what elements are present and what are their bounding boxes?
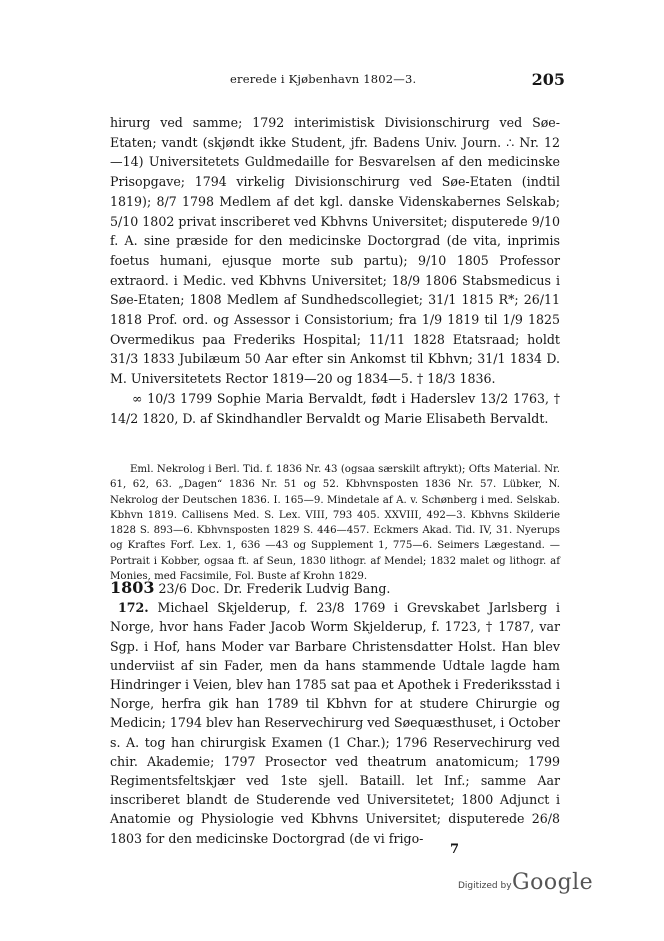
entry-body-text: Michael Skjelderup, f. 23/8 1769 i Grevskabet Jarlsberg i Norge, hvor hans Fader Jacob Worm Skjelderup, f. 1723, † 1787, var Sgp. i Hof, hans Moder var Barbare Christensdatter Holst. Han blev underviist af sin Fader, men da hans stammende Udtale lagde ham Hindringer i Veien, blev han 1785 sat paa et Apothek i Frederiksstad i Norge, herfra gik han 1789 til Kbhvn for at studere Chirurgie og Medicin; 1794 blev han Reservechirurg ved Søequæsthuset, i October s. A. tog han chirurgisk Examen (1 Char.); 1796 Reservechirurg ved chir. Akademie; 1797 Prosector ved theatrum anatomicum; 1799 Regimentsfeltskjær ved 1ste sjell. Bataill. let Inf.; samme Aar inscriberet blandt de Studerende ved Universitetet; 1800 Adjunct i Anatomie og Physiologie ved Kbhvns Universitet; disputerede 26/8 1803 for den medicinske Doctorgrad (de vi frigo- (110, 600, 560, 846)
marriage-paragraph: ∞ 10/3 1799 Sophie Maria Bervaldt, født i Haderslev 13/2 1763, † 14/2 1820, D. af Skindhandler Bervaldt og Marie Elisabeth Bervaldt. (110, 390, 560, 426)
entry-year: 1803 (110, 578, 155, 597)
digitized-label: Digitized by (458, 881, 512, 891)
entry-heading (110, 578, 560, 598)
source-notes-text: Eml. Nekrolog i Berl. Tid. f. 1836 Nr. 43 (ogsaa særskilt aftrykt); Ofts Material. Nr. 61, 62, 63. „Dagen“ 1836 Nr. 51 og 52. Kbhvnsposten 1836 Nr. 57. Lübker, N. Nekrolog der Deutschen 1836. I. 165—9. Mindetale af A. v. Schønberg i med. Selskab. Kbhvn 1819. Callisens Med. S. Lex. VIII, 793 405. XXVIII, 492—3. Kbhvns Skilderie 1828 S. 893—6. Kbhvnsposten 1829 S. 446—457. Eckmers Akad. Tid. IV, 31. Nyerups og Kraftes Forf. Lex. 1, 636 —43 og Supplement 1, 775—6. Seimers Lægestand. — Portrait i Kobber, ogsaa ft. af Seun, 1830 lithogr. af Mendel; 1832 malet og lithogr. af Monies, med Facsimile, Fol. Buste af Krohn 1829. (110, 464, 560, 583)
biography-paragraph: hirurg ved samme; 1792 interimistisk Divisionschirurg ved Søe-Etaten; vandt (skjøndt ikke Student, jfr. Badens Univ. Journ. ∴ Nr. 12—14) Universitetets Guldmedaille for Besvarelsen af den medicinske Prisopgave; 1794 virkelig Divisionschirurg ved Søe-Etaten (indtil 1819); 8/7 1798 Medlem af det kgl. danske Videnskabernes Selskab; 5/10 1802 privat inscriberet ved Kbhvns Universitet; disputerede 9/10 f. A. sine præside for den medicinske Doctorgrad (de vita, inprimis foetus humani, ejusque morte sub partu); 9/10 1805 Professor extraord. i Medic. ved Kbhvns Universitet; 18/9 1806 Stabsmedicus i Søe-Etaten; 1808 Medlem af Sundhedscollegiet; 31/1 1815 R*; 26/11 1818 Prof. ord. og Assessor i Consistorium; fra 1/9 1819 til 1/9 1825 Overmedikus paa Frederiks Hospital; 11/11 1828 Etatsraad; holdt 31/3 1833 Jubilæum 50 Aar efter sin Ankomst til Kbhvn; 31/1 1834 D. M. Universitetets Rector 1819—20 og 1834—5. † 18/3 1836. (110, 115, 560, 387)
google-logo: Google (512, 870, 594, 895)
page-header (110, 66, 565, 92)
signature-mark: 7 (450, 842, 460, 857)
entry-heading-text: 23/6 Doc. Dr. Frederik Ludvig Bang. (158, 581, 391, 596)
page-number: 205 (531, 70, 565, 89)
running-title: ererede i Kjøbenhavn 1802—3. (230, 72, 417, 86)
entry-body (110, 598, 560, 848)
source-notes (110, 462, 560, 584)
entry-number: 172. (118, 600, 149, 616)
entry-1803 (110, 578, 560, 848)
biography-continuation (110, 113, 560, 428)
